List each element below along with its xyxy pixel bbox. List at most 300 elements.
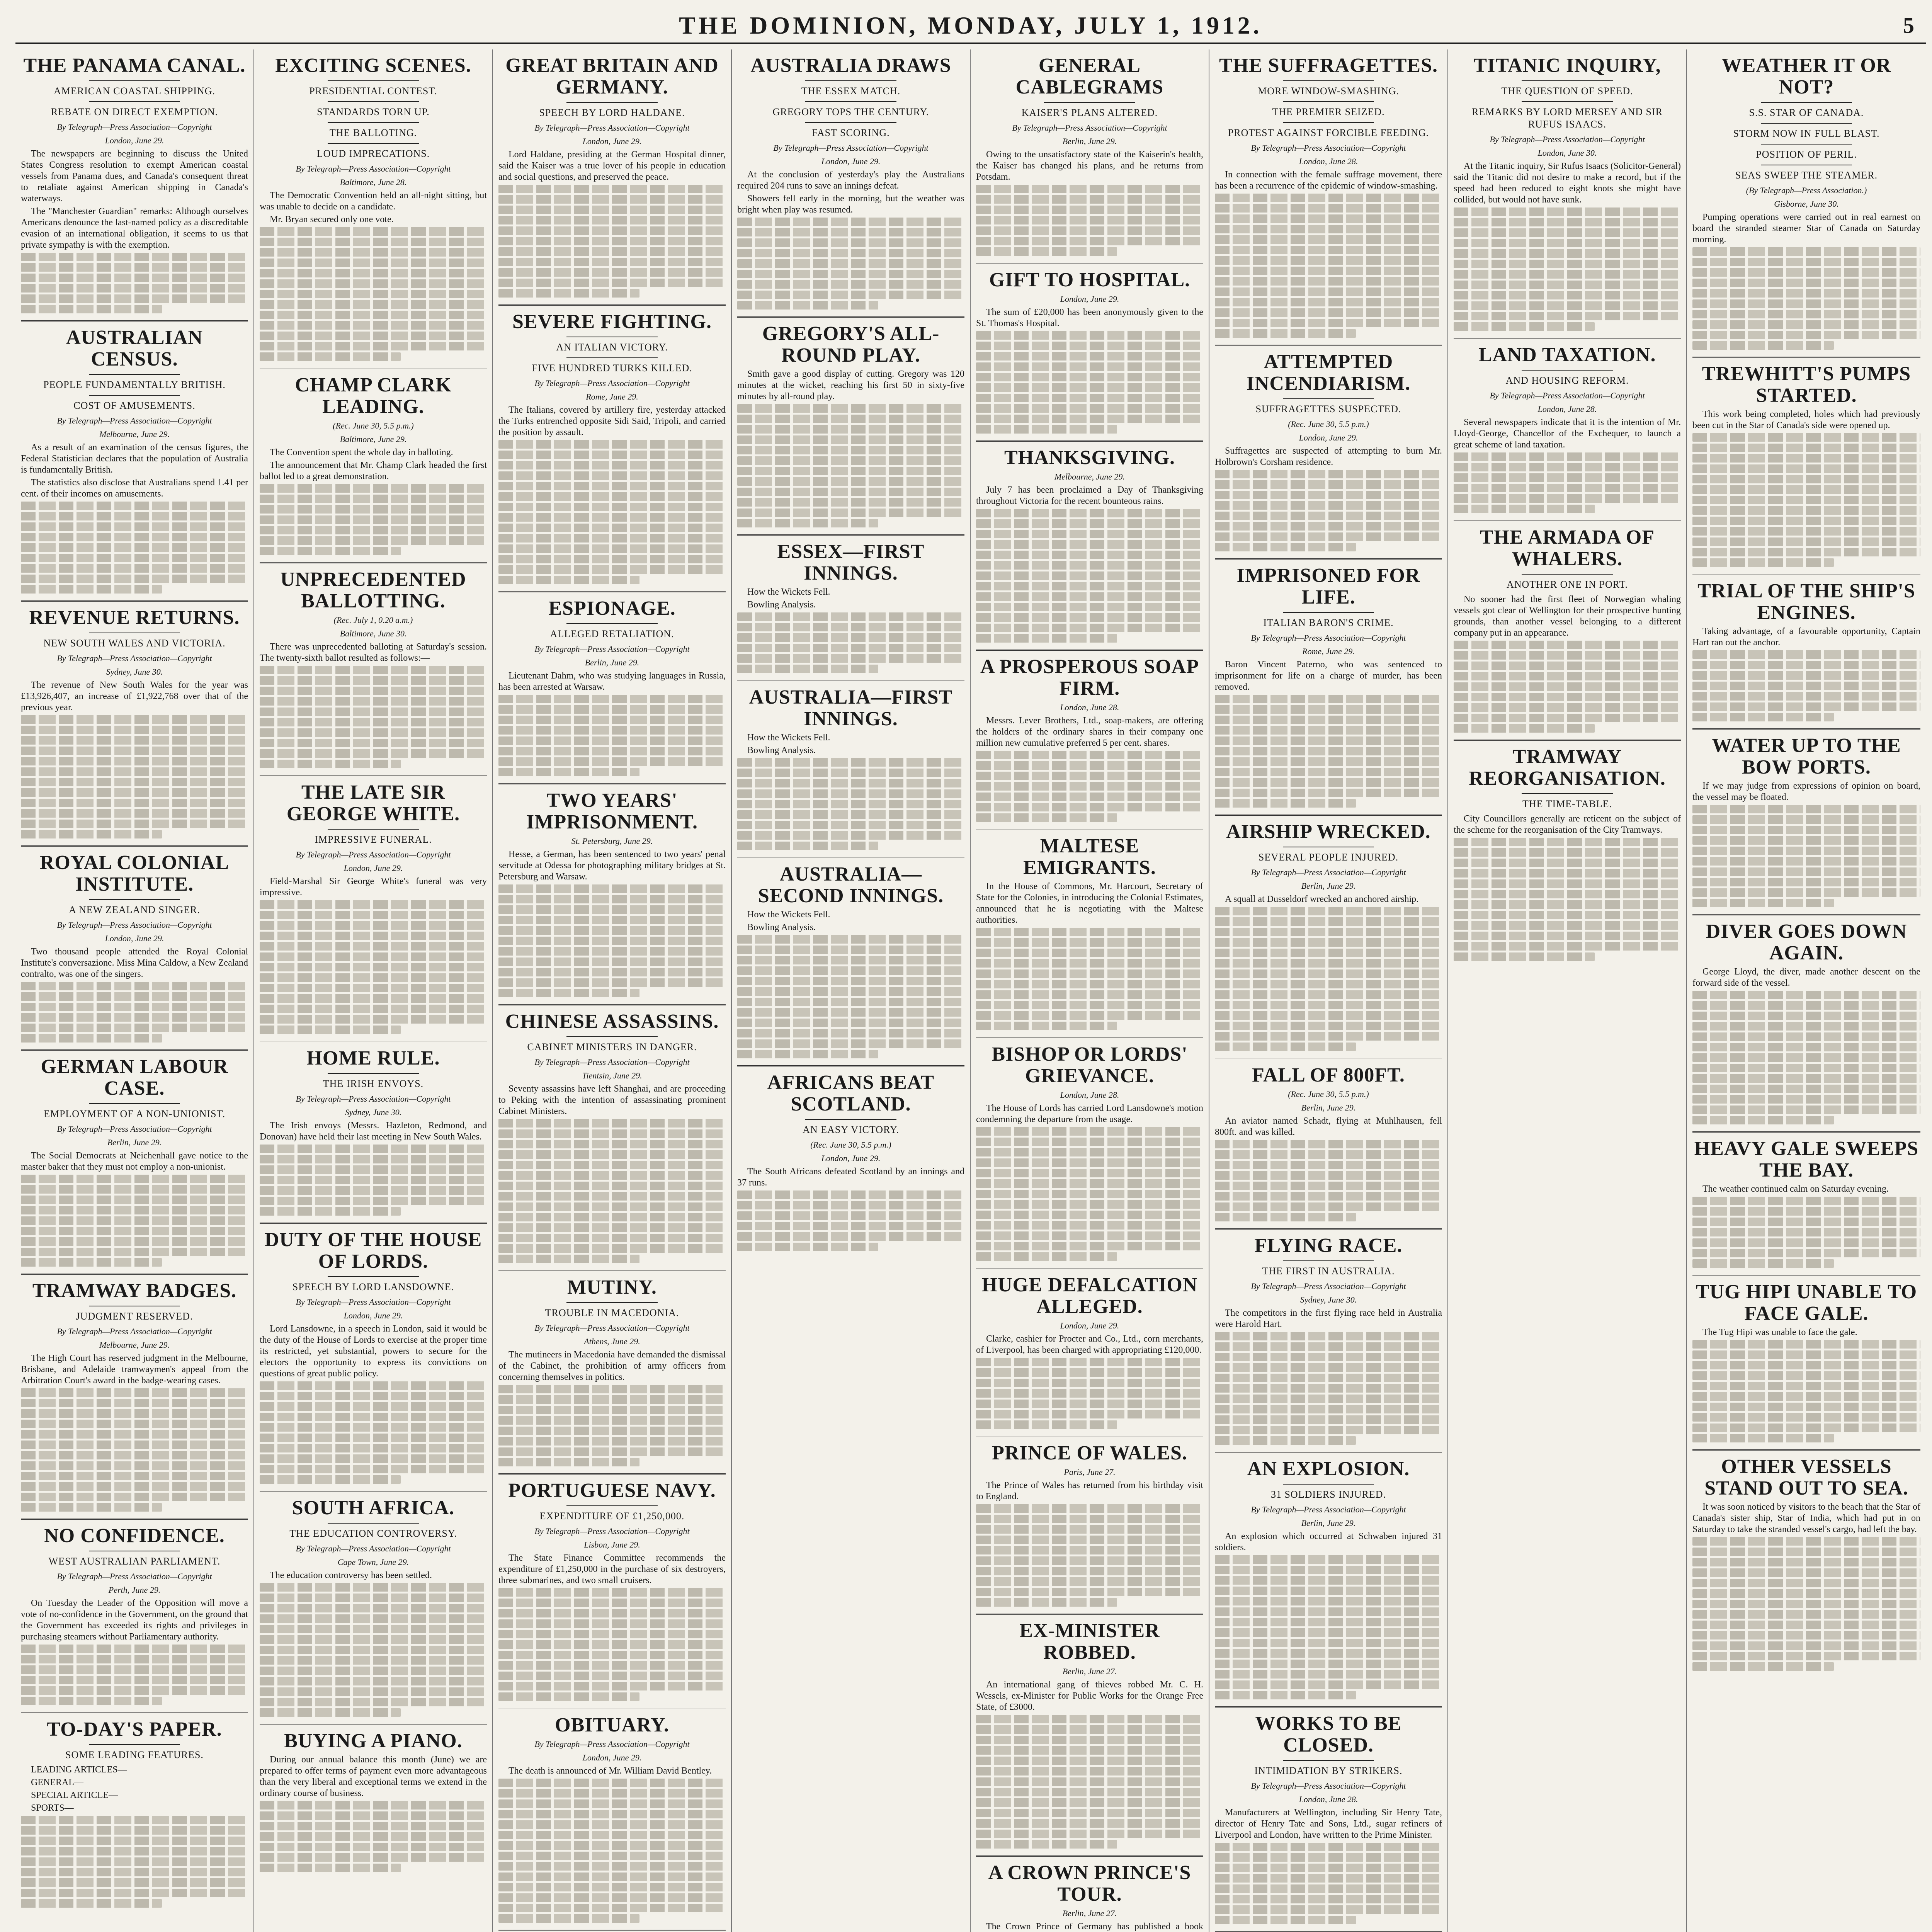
article-subhead: PROTEST AGAINST FORCIBLE FEEDING. (1228, 127, 1429, 138)
body-text-line (21, 1248, 248, 1256)
body-text-line (976, 1400, 1203, 1408)
body-text-line (498, 544, 726, 553)
body-text-line (1215, 1415, 1442, 1424)
body-text-line (1692, 1610, 1920, 1619)
article-subhead: AMERICAN COASTAL SHIPPING. (53, 85, 216, 97)
article (1454, 520, 1681, 733)
article-paragraph: LEADING ARTICLES— (31, 1765, 127, 1775)
body-text-line (1692, 1064, 1920, 1072)
body-text-line (737, 935, 964, 944)
body-text-line (976, 1358, 1203, 1366)
body-text-line (1692, 1074, 1920, 1083)
body-text-line (737, 612, 964, 621)
body-text-line (1215, 1405, 1442, 1413)
article-paragraph: It was soon noticed by visitors to the beach that the Star of Canada's sister ship, Star of India, which had put in on Saturday to take the stranded vessel's cargo, had left the bay. (1692, 1502, 1920, 1534)
body-text-line (976, 571, 1203, 580)
article-paragraph: Baron Vincent Paterno, who was sentenced to imprisonment for life on a charge of murder, has been removed. (1215, 660, 1442, 692)
body-text-line (21, 1665, 248, 1674)
article-divider (976, 1436, 1203, 1437)
article-headline: THE LATE SIR GEORGE WHITE. (286, 781, 460, 825)
body-text-line (1692, 506, 1920, 515)
body-text-line (21, 1034, 162, 1043)
article (1215, 1058, 1442, 1221)
body-text-line (1215, 1395, 1442, 1403)
article-headline: AUSTRALIA—SECOND INNINGS. (758, 863, 944, 907)
body-text-line (1215, 1680, 1442, 1689)
body-text-line (260, 994, 487, 1003)
body-text-line (260, 515, 487, 524)
body-text-line (498, 482, 726, 490)
body-text-line (976, 603, 1203, 611)
body-text-line (260, 697, 487, 706)
body-text-line (498, 461, 726, 469)
body-text-line (498, 1831, 726, 1839)
body-text-line (976, 185, 1203, 193)
body-text-line (260, 1667, 487, 1675)
article-divider (498, 783, 726, 784)
article-divider (976, 1037, 1203, 1038)
body-text-line (1215, 235, 1442, 244)
article-divider (1215, 558, 1442, 560)
article (498, 55, 726, 298)
body-text-line (498, 1599, 726, 1607)
article (1692, 574, 1920, 721)
article (21, 1519, 248, 1705)
body-text-line (1692, 650, 1920, 659)
body-text-line (737, 1222, 964, 1230)
body-text-line (1692, 1085, 1920, 1093)
body-text-line (1215, 1342, 1442, 1351)
body-text-line (498, 1171, 726, 1180)
body-text-line (737, 758, 964, 767)
body-text-line (1692, 341, 1834, 350)
body-text-line (976, 530, 1203, 538)
article (737, 680, 964, 850)
headline-rule (89, 101, 180, 102)
article-dateline: Baltimore, June 29. (340, 434, 407, 444)
body-text-line (498, 1192, 726, 1201)
article-byline: By Telegraph—Press Association—Copyright (57, 416, 212, 425)
article-paragraph: Two thousand people attended the Royal Colonial Institute's conversazione. Miss Mina Caldow, a New Zealand contralto, was one of the singers. (21, 947, 248, 979)
body-text-line (1692, 299, 1920, 308)
body-text-line (737, 456, 964, 465)
body-text-line (21, 305, 162, 313)
body-text-line (498, 1182, 726, 1190)
body-text-line (976, 1389, 1203, 1398)
body-text-line (498, 195, 726, 204)
body-text-line (737, 977, 964, 985)
body-text-line (498, 1619, 726, 1628)
article-paragraph: Lord Haldane, presiding at the German Hospital dinner, said the Kaiser was a true lover of his people in education and social questions, and preserved the peace. (498, 150, 726, 182)
body-text-line (1215, 1905, 1442, 1914)
article-headline: EX-MINISTER ROBBED. (1019, 1620, 1160, 1663)
article (1454, 740, 1681, 961)
article-byline: By Telegraph—Press Association—Copyright (1490, 134, 1645, 144)
article-divider (1215, 1452, 1442, 1453)
body-text-line (976, 509, 1203, 517)
body-text-line (976, 1588, 1203, 1596)
body-text-line (1692, 1340, 1920, 1349)
body-text-line (1454, 672, 1681, 680)
headline-rule (1522, 370, 1612, 371)
body-text-line (260, 227, 487, 236)
article-headline: ROYAL COLONIAL INSTITUTE. (39, 852, 230, 895)
article (976, 1614, 1203, 1849)
body-text-line (498, 768, 639, 776)
body-text-line (1215, 1043, 1356, 1051)
headline-rule (805, 1119, 896, 1120)
body-text-line (737, 218, 964, 226)
body-text-line (976, 634, 1117, 643)
article-byline: By Telegraph—Press Association—Copyright (1251, 1281, 1406, 1291)
body-text-line (1215, 1660, 1442, 1668)
body-text-line (976, 1001, 1203, 1009)
body-text-line (976, 1598, 1117, 1607)
body-text-line (1692, 289, 1920, 298)
body-text-line (1692, 1600, 1920, 1608)
body-text-line (21, 522, 248, 531)
body-text-line (498, 1852, 726, 1860)
body-text-line (1215, 522, 1442, 531)
article-subhead: ALLEGED RETALIATION. (550, 628, 674, 639)
article (498, 1473, 726, 1701)
headline-rule (566, 1036, 657, 1037)
article-subhead: SPEECH BY LORD HALDANE. (539, 107, 685, 118)
body-text-line (1692, 1423, 1920, 1432)
body-text-line (21, 747, 248, 755)
body-text-line (976, 206, 1203, 214)
body-text-line (1215, 1895, 1442, 1903)
article-subhead: THE TIME-TABLE. (1522, 798, 1612, 810)
article-divider (21, 845, 248, 847)
article-subhead: LOUD IMPRECATIONS. (316, 148, 430, 159)
body-text-line (1692, 1392, 1920, 1401)
body-text-line (1692, 1105, 1920, 1114)
body-text-line (976, 425, 1117, 434)
body-text-line (976, 1798, 1203, 1807)
article-byline: By Telegraph—Press Association—Copyright (534, 1057, 690, 1067)
body-text-line (21, 585, 162, 594)
body-text-line (976, 394, 1203, 402)
article-subhead: COST OF AMUSEMENTS. (73, 400, 196, 411)
article-paragraph: Several newspapers indicate that it is the intention of Mr. Lloyd-George, Chancellor of the Exchequer, to launch a great scheme of land taxation. (1454, 417, 1681, 450)
article-subhead: JUDGMENT RESERVED. (76, 1311, 193, 1322)
article-divider (1692, 914, 1920, 915)
body-text-line (1215, 1853, 1442, 1862)
body-text-line (21, 533, 248, 541)
body-text-line (498, 279, 726, 287)
body-text-line (260, 963, 487, 971)
body-text-line (737, 623, 964, 631)
body-text-line (498, 1202, 726, 1211)
body-text-line (1454, 838, 1681, 846)
body-text-line (1454, 249, 1681, 258)
body-text-line (21, 1878, 248, 1887)
body-text-line (260, 1801, 487, 1810)
body-text-line (737, 1029, 964, 1037)
body-text-line (260, 1197, 487, 1205)
article (21, 1712, 248, 1908)
article-byline: By Telegraph—Press Association—Copyright (1251, 143, 1406, 153)
body-text-line (498, 1609, 726, 1617)
article-headline: GERMAN LABOUR CASE. (41, 1056, 228, 1099)
body-text-line (1215, 246, 1442, 254)
article-dateline: Berlin, June 29. (1301, 1518, 1356, 1528)
body-text-line (21, 1430, 248, 1439)
body-text-line (1215, 980, 1442, 988)
body-text-line (976, 1715, 1203, 1723)
article-headline: TUG HIPI UNABLE TO FACE GALE. (1696, 1281, 1917, 1325)
article-byline: By Telegraph—Press Association—Copyright (1490, 391, 1645, 400)
body-text-line (1215, 747, 1442, 755)
body-text-line (737, 1232, 964, 1241)
article-headline: TRAMWAY BADGES. (32, 1280, 237, 1302)
body-text-line (260, 248, 487, 257)
body-text-line (976, 1567, 1203, 1575)
article (976, 1855, 1203, 1932)
body-text-line (976, 1757, 1203, 1765)
article-byline: By Telegraph—Press Association—Copyright (1012, 123, 1167, 133)
body-text-line (976, 782, 1203, 791)
body-text-line (1692, 1641, 1920, 1650)
body-text-line (976, 969, 1203, 978)
body-text-line (1215, 716, 1442, 724)
headline-rule (566, 102, 657, 103)
article-divider (1692, 1131, 1920, 1133)
body-text-line (976, 1158, 1203, 1167)
article-divider (737, 534, 964, 536)
article-paragraph: Seventy assassins have left Shanghai, and are proceeding to Peking with the intention of assassinating prominent Cabinet Ministers. (498, 1084, 726, 1116)
article-headline: PORTUGUESE NAVY. (508, 1480, 716, 1502)
body-text-line (1692, 268, 1920, 277)
body-text-line (260, 1656, 487, 1665)
body-text-line (498, 726, 726, 735)
body-text-line (498, 1904, 726, 1912)
article-dateline: London, June 29. (344, 1311, 403, 1320)
news-column (15, 49, 254, 1932)
article-paragraph: The South Africans defeated Scotland by an innings and 37 runs. (737, 1167, 964, 1188)
article-headline: CHINESE ASSASSINS. (505, 1010, 719, 1032)
headline-rule (89, 1744, 180, 1745)
body-text-line (260, 1413, 487, 1421)
headline-rule (89, 80, 180, 81)
body-text-line (1215, 225, 1442, 233)
body-text-line (498, 1129, 726, 1138)
body-text-line (21, 778, 248, 786)
article-dateline: London, June 28. (1060, 702, 1119, 712)
body-text-line (260, 1811, 487, 1820)
article-paragraph: Pumping operations were carried out in real earnest on board the stranded steamer Star of Canada on Saturday morning. (1692, 212, 1920, 245)
body-text-line (1692, 1579, 1920, 1587)
body-text-line (498, 1810, 726, 1818)
body-text-line (976, 1022, 1117, 1030)
body-text-line (1692, 475, 1920, 483)
body-text-line (21, 1216, 248, 1225)
article-dateline: Melbourne, June 29. (99, 1340, 170, 1350)
body-text-line (498, 747, 726, 755)
article-divider (737, 1065, 964, 1066)
body-text-line (737, 509, 964, 517)
body-text-line (1692, 1413, 1920, 1422)
article-subhead: THE FIRST IN AUSTRALIA. (1262, 1265, 1395, 1277)
body-text-line (498, 247, 726, 256)
headline-rule (1044, 102, 1135, 103)
body-text-line (498, 1416, 726, 1425)
body-text-line (976, 1420, 1117, 1429)
body-text-line (1692, 815, 1920, 824)
article-headline: A CROWN PRINCE'S TOUR. (988, 1862, 1191, 1905)
article (1692, 1131, 1920, 1268)
body-text-line (737, 956, 964, 964)
body-text-line (21, 1237, 248, 1246)
body-text-line (737, 831, 964, 840)
article-dateline: Berlin, June 29. (107, 1138, 162, 1147)
body-text-line (1454, 662, 1681, 670)
article-divider (21, 320, 248, 321)
article-paragraph: The "Manchester Guardian" remarks: Although ourselves Americans denounce the last-named policy as a discreditable evasion of an international obligation, it seems to us that private sympathy is with the exemption. (21, 206, 248, 250)
body-text-line (498, 1588, 726, 1597)
body-text-line (1692, 1403, 1920, 1411)
body-text-line (260, 321, 487, 330)
headline-rule (89, 899, 180, 900)
body-text-line (1215, 938, 1442, 947)
body-text-line (21, 1697, 162, 1705)
body-text-line (21, 564, 248, 573)
article-byline: By Telegraph—Press Association—Copyright (296, 164, 451, 173)
body-text-line (1215, 1555, 1442, 1564)
article-dateline: Berlin, June 27. (1062, 1667, 1117, 1676)
body-text-line (1692, 1207, 1920, 1216)
body-text-line (1454, 900, 1681, 909)
body-text-line (1692, 558, 1834, 567)
article (498, 1708, 726, 1923)
body-text-line (1215, 1192, 1442, 1201)
article-paragraph: The Italians, covered by artillery fire, yesterday attacked the Turks entrenched opposite Sidi Said, Tripoli, and carried the position by assault. (498, 405, 726, 437)
body-text-line (1692, 878, 1920, 886)
body-text-line (21, 1227, 248, 1235)
body-text-line (260, 495, 487, 503)
body-text-line (21, 1686, 248, 1695)
page-number: 5 (1903, 13, 1914, 38)
body-text-line (21, 575, 248, 583)
body-text-line (21, 284, 248, 293)
body-text-line (498, 1140, 726, 1148)
body-text-line (498, 895, 726, 903)
body-text-line (1215, 1171, 1442, 1180)
body-text-line (260, 1005, 487, 1013)
article (976, 650, 1203, 822)
article-divider (976, 1855, 1203, 1857)
article-headline: THE ARMADA OF WHALERS. (1480, 526, 1655, 570)
body-text-line (1692, 1589, 1920, 1598)
body-text-line (1215, 1566, 1442, 1574)
article (260, 1223, 487, 1484)
article (498, 1270, 726, 1466)
article-divider (21, 600, 248, 602)
body-text-line (976, 1138, 1203, 1146)
body-text-line (260, 1444, 487, 1452)
article-dateline: Cape Town, June 29. (337, 1557, 409, 1567)
article-headline: AUSTRALIAN CENSUS. (66, 327, 203, 370)
article-byline: By Telegraph—Press Association—Copyright (296, 1544, 451, 1553)
body-text-line (260, 932, 487, 940)
body-text-line (976, 1179, 1203, 1188)
article-divider (737, 680, 964, 681)
article-divider (737, 316, 964, 318)
body-text-line (1454, 682, 1681, 691)
body-text-line (737, 1008, 964, 1017)
body-text-line (1215, 1374, 1442, 1382)
body-text-line (498, 1255, 639, 1263)
body-text-line (1692, 444, 1920, 452)
body-text-line (260, 1165, 487, 1174)
body-text-line (260, 739, 487, 747)
body-text-line (737, 654, 964, 663)
body-text-line (498, 503, 726, 511)
headline-rule (566, 623, 657, 624)
article (21, 320, 248, 594)
body-text-line (260, 311, 487, 319)
article-divider (1692, 1275, 1920, 1276)
body-text-line (498, 916, 726, 924)
article-byline: By Telegraph—Press Association—Copyright (57, 1571, 212, 1581)
body-text-line (498, 989, 639, 997)
article-headline: OTHER VESSELS STAND OUT TO SEA. (1704, 1456, 1908, 1499)
body-text-line (21, 1493, 248, 1501)
body-text-line (976, 1525, 1203, 1534)
body-text-line (1692, 1249, 1920, 1257)
body-text-line (260, 760, 401, 768)
article-headline: GREGORY'S ALL-ROUND PLAY. (762, 323, 940, 366)
news-column (732, 49, 971, 1932)
body-text-line (737, 1019, 964, 1027)
body-text-line (976, 613, 1203, 622)
body-text-line (1215, 1670, 1442, 1679)
article-dateline: London, June 29. (105, 136, 164, 145)
article-subhead: ITALIAN BARON'S CRIME. (1263, 617, 1394, 628)
body-text-line (976, 1746, 1203, 1755)
body-text-line (21, 1003, 248, 1011)
headline-rule (328, 1073, 418, 1074)
article-divider (976, 650, 1203, 651)
newspaper-title: THE DOMINION, MONDAY, JULY 1, 1912. (679, 12, 1262, 39)
body-text-line (1692, 1001, 1920, 1010)
body-text-line (976, 1819, 1203, 1828)
article-paragraph: An explosion which occurred at Schwaben injured 31 soldiers. (1215, 1531, 1442, 1553)
article-subhead: SEVERAL PEOPLE INJURED. (1258, 852, 1399, 863)
article-divider (976, 829, 1203, 830)
body-text-line (1215, 1011, 1442, 1020)
article-paragraph: The Convention spent the whole day in balloting. (270, 447, 453, 457)
body-text-line (1692, 1032, 1920, 1041)
article-divider (21, 1712, 248, 1713)
article (498, 783, 726, 997)
body-text-line (260, 1475, 401, 1484)
body-text-line (737, 415, 964, 423)
body-text-line (1215, 1150, 1442, 1159)
article (498, 1930, 726, 1932)
body-text-line (1692, 1350, 1920, 1359)
article-paragraph: Field-Marshal Sir George White's funeral was very impressive. (260, 876, 487, 898)
body-text-line (260, 352, 401, 361)
body-text-line (976, 1504, 1203, 1513)
article-byline: By Telegraph—Press Association—Copyright (296, 1297, 451, 1307)
body-text-line (1692, 836, 1920, 845)
body-text-line (1692, 888, 1920, 897)
body-text-line (1454, 312, 1681, 320)
body-text-line (498, 1789, 726, 1798)
headline-rule (1761, 123, 1852, 124)
